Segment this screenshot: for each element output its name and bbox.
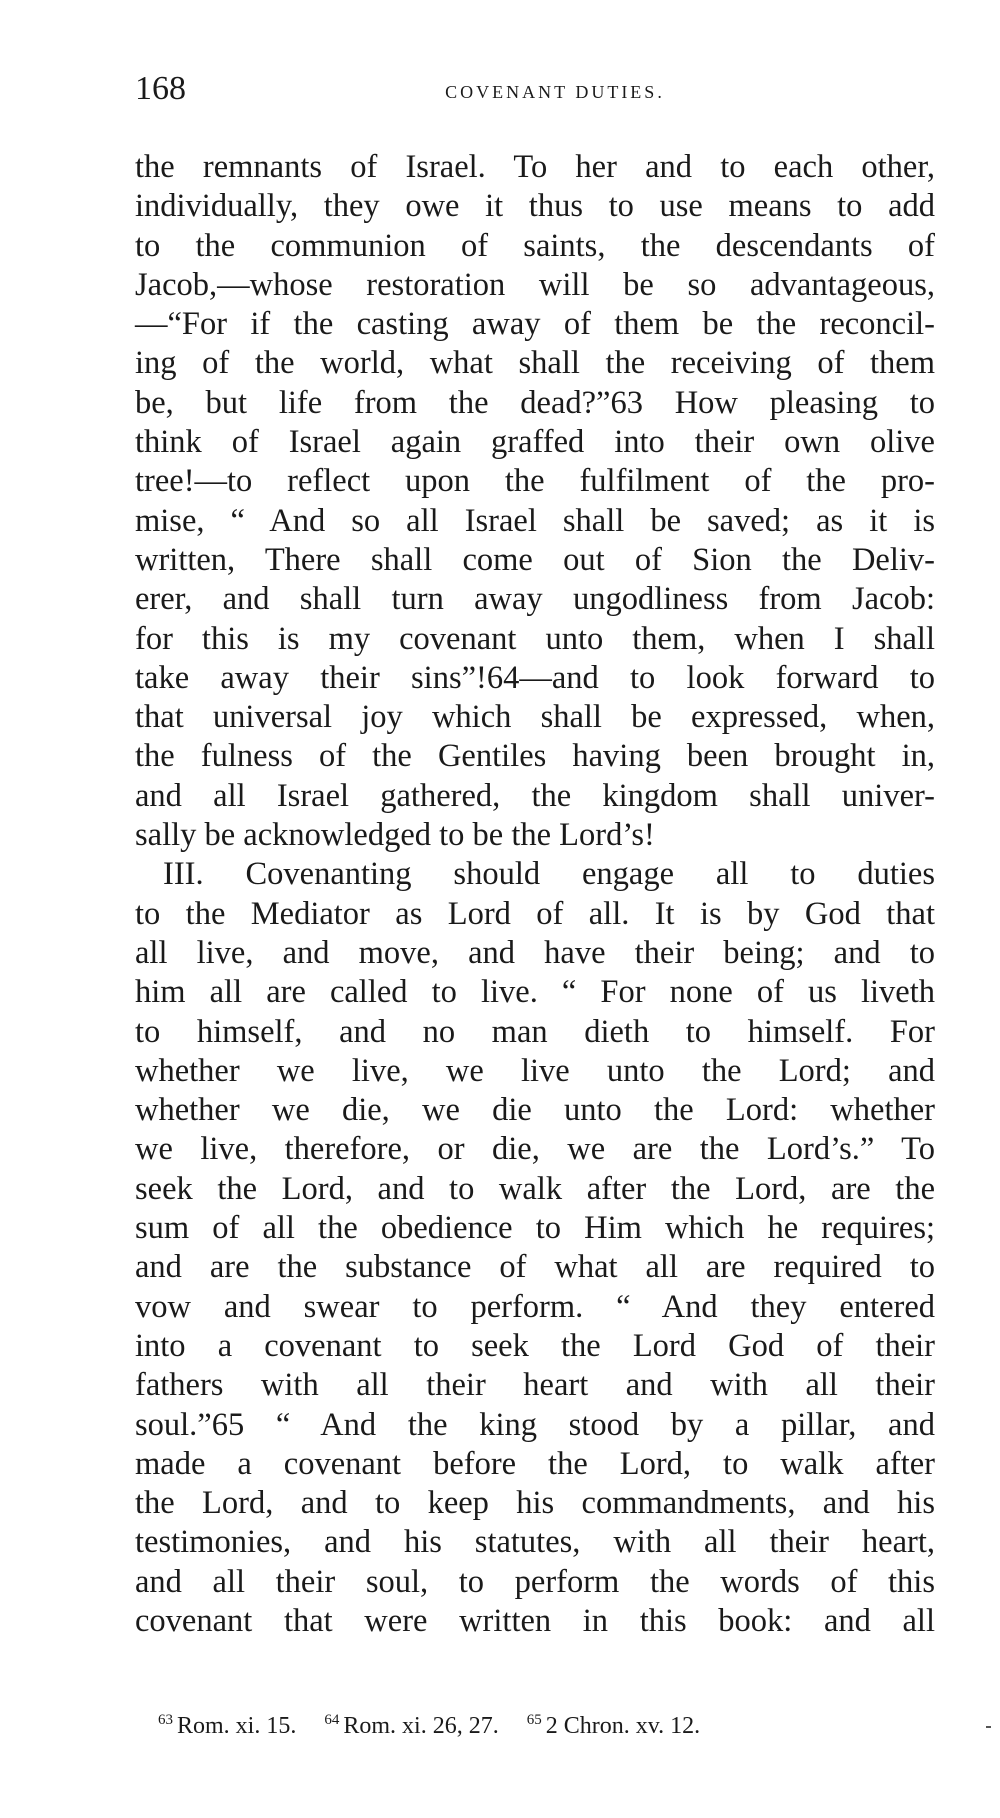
text-line: written, There shall come out of Sion the Deliv- — [135, 541, 935, 578]
text-line: the remnants of Israel. To her and to each other, — [135, 149, 935, 185]
text-line: fathers with all their heart and with all their — [135, 1367, 935, 1404]
text-line: sally be acknowledged to be the Lord’s! — [135, 817, 655, 854]
text-line: whether we live, we live unto the Lord; and — [135, 1052, 935, 1089]
text-line: sum of all the obedience to Him which he requires; — [135, 1210, 935, 1247]
body-text — [135, 148, 935, 1641]
footnote-65 — [527, 1713, 700, 1739]
page-number: 168 — [135, 70, 186, 107]
text-line: be, but life from the dead?”63 How pleasing to — [135, 384, 935, 421]
text-line: erer, and shall turn away ungodliness from Jacob: — [135, 581, 935, 618]
running-head: COVENANT DUTIES. — [445, 82, 665, 102]
text-line: Jacob,—whose restoration will be so advantageous, — [135, 266, 935, 303]
text-line: for this is my covenant unto them, when I shall — [135, 620, 935, 657]
footnote-marker: 63 — [158, 1712, 173, 1728]
footnotes — [158, 1712, 918, 1740]
text-line: vow and swear to perform. “ And they entered — [135, 1288, 935, 1325]
text-line: covenant that were written in this book: and all — [135, 1602, 935, 1639]
text-line: him all are called to live. “ For none of us liveth — [135, 974, 935, 1011]
text-line: seek the Lord, and to walk after the Lord, are the — [135, 1170, 935, 1207]
text-line: individually, they owe it thus to use means to add — [135, 188, 935, 225]
text-line: mise, “ And so all Israel shall be saved; as it is — [135, 502, 935, 539]
text-line: to the Mediator as Lord of all. It is by God that — [135, 895, 935, 932]
footnote-text: Rom. xi. 15. — [177, 1713, 297, 1739]
footnote-marker: 65 — [526, 1712, 542, 1728]
text-line: into a covenant to seek the Lord God of their — [135, 1327, 935, 1364]
footnote-marker: 64 — [324, 1712, 340, 1728]
text-line: and all Israel gathered, the kingdom shall univer- — [135, 777, 935, 814]
text-line: the Lord, and to keep his commandments, and his — [135, 1485, 935, 1522]
text-line: we live, therefore, or die, we are the Lord’s.” To — [135, 1131, 935, 1168]
text-line: think of Israel again graffed into their own olive — [135, 424, 935, 461]
text-line: all live, and move, and have their being; and to — [135, 934, 935, 971]
text-line: to the communion of saints, the descendants of — [135, 227, 935, 264]
page-header — [135, 70, 935, 110]
text-line: and are the substance of what all are required to — [135, 1249, 935, 1286]
text-line: ing of the world, what shall the receiving of them — [135, 345, 935, 382]
text-line: made a covenant before the Lord, to walk after — [135, 1445, 935, 1482]
section-heading-line: III. Covenanting should engage all to duties — [163, 856, 935, 893]
scan-mark — [986, 1726, 991, 1728]
text-line: soul.”65 “ And the king stood by a pillar, and — [135, 1406, 935, 1443]
text-line: the fulness of the Gentiles having been brought in, — [135, 738, 935, 775]
footnote-64 — [324, 1713, 498, 1739]
text-line: testimonies, and his statutes, with all their heart, — [135, 1524, 935, 1561]
text-line: to himself, and no man dieth to himself. For — [135, 1013, 935, 1050]
footnote-63 — [158, 1713, 296, 1739]
text-line: and all their soul, to perform the words of this — [135, 1563, 935, 1600]
text-line: take away their sins”!64—and to look forward to — [135, 659, 935, 696]
footnote-text: 2 Chron. xv. 12. — [545, 1713, 701, 1739]
text-line: that universal joy which shall be expressed, when, — [135, 699, 935, 736]
text-line: tree!—to reflect upon the fulfilment of the pro- — [135, 463, 935, 500]
footnote-text: Rom. xi. 26, 27. — [343, 1713, 499, 1739]
text-line: —“For if the casting away of them be the reconcil- — [135, 306, 935, 343]
text-line: whether we die, we die unto the Lord: whether — [135, 1092, 935, 1129]
